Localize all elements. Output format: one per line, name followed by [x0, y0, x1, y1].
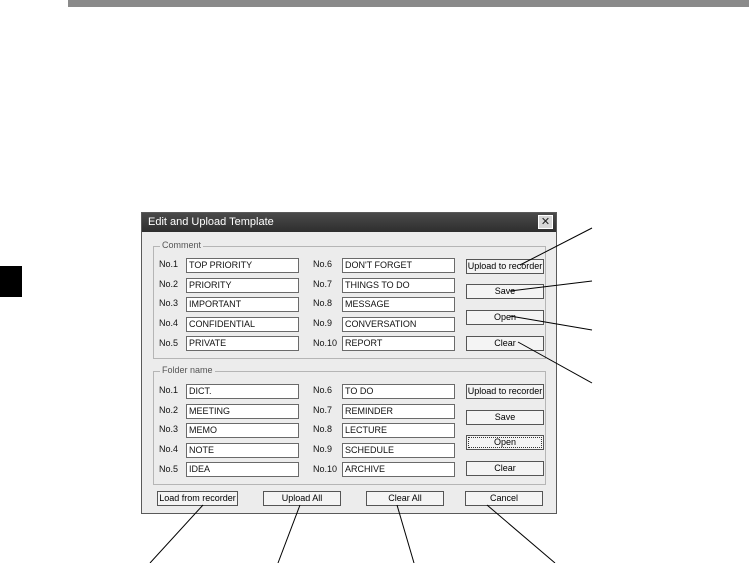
comment-field-5[interactable]: PRIVATE — [186, 336, 299, 351]
comment-field-6[interactable]: DON'T FORGET — [342, 258, 455, 273]
comment-clear-button[interactable]: Clear — [466, 336, 544, 351]
callout-line-upload-all — [278, 505, 300, 563]
folder-open-button[interactable]: Open — [466, 435, 544, 450]
comment-field-2[interactable]: PRIORITY — [186, 278, 299, 293]
comment-number-label: No.5 — [159, 338, 179, 348]
comment-open-button[interactable]: Open — [466, 310, 544, 325]
folder-clear-button[interactable]: Clear — [466, 461, 544, 476]
comment-number-label: No.9 — [313, 318, 333, 328]
comment-number-label: No.10 — [313, 338, 338, 348]
folder-field-6[interactable]: TO DO — [342, 384, 455, 399]
folder-number-label: No.7 — [313, 405, 333, 415]
comment-number-label: No.8 — [313, 298, 333, 308]
callout-line-clear-all — [397, 505, 414, 563]
folder-save-button[interactable]: Save — [466, 410, 544, 425]
folder-number-label: No.3 — [159, 424, 179, 434]
comment-number-label: No.1 — [159, 259, 179, 269]
folder-field-2[interactable]: MEETING — [186, 404, 299, 419]
callout-line-save — [510, 281, 592, 291]
load-from-recorder-button[interactable]: Load from recorder — [157, 491, 238, 506]
folder-number-label: No.6 — [313, 385, 333, 395]
comment-number-label: No.7 — [313, 279, 333, 289]
folder-number-label: No.5 — [159, 464, 179, 474]
folder-field-1[interactable]: DICT. — [186, 384, 299, 399]
comment-number-label: No.4 — [159, 318, 179, 328]
folder-field-7[interactable]: REMINDER — [342, 404, 455, 419]
cancel-button[interactable]: Cancel — [465, 491, 543, 506]
comment-field-1[interactable]: TOP PRIORITY — [186, 258, 299, 273]
callout-line-open — [510, 316, 592, 330]
close-icon[interactable]: ✕ — [538, 215, 553, 229]
comment-upload-to-recorder-button[interactable]: Upload to recorder — [466, 259, 544, 274]
comment-group-label: Comment — [162, 240, 202, 250]
folder-field-3[interactable]: MEMO — [186, 423, 299, 438]
comment-field-10[interactable]: REPORT — [342, 336, 455, 351]
folder-number-label: No.4 — [159, 444, 179, 454]
folder-field-8[interactable]: LECTURE — [342, 423, 455, 438]
callout-line-cancel — [487, 505, 555, 563]
comment-field-9[interactable]: CONVERSATION — [342, 317, 455, 332]
comment-field-7[interactable]: THINGS TO DO — [342, 278, 455, 293]
comment-number-label: No.6 — [313, 259, 333, 269]
folder-number-label: No.2 — [159, 405, 179, 415]
folder-field-4[interactable]: NOTE — [186, 443, 299, 458]
folder-field-10[interactable]: ARCHIVE — [342, 462, 455, 477]
folder-number-label: No.1 — [159, 385, 179, 395]
upload-all-button[interactable]: Upload All — [263, 491, 341, 506]
callout-line-clear — [518, 342, 592, 383]
callout-line-load — [150, 505, 203, 563]
comment-number-label: No.2 — [159, 279, 179, 289]
folder-number-label: No.9 — [313, 444, 333, 454]
callout-line-upload — [520, 228, 592, 265]
folder-number-label: No.10 — [313, 464, 338, 474]
comment-save-button[interactable]: Save — [466, 284, 544, 299]
clear-all-button[interactable]: Clear All — [366, 491, 444, 506]
comment-field-3[interactable]: IMPORTANT — [186, 297, 299, 312]
folder-number-label: No.8 — [313, 424, 333, 434]
folder-field-5[interactable]: IDEA — [186, 462, 299, 477]
comment-field-4[interactable]: CONFIDENTIAL — [186, 317, 299, 332]
folder-name-group-label: Folder name — [162, 365, 213, 375]
dialog-title: Edit and Upload Template — [148, 216, 274, 228]
folder-field-9[interactable]: SCHEDULE — [342, 443, 455, 458]
comment-number-label: No.3 — [159, 298, 179, 308]
comment-field-8[interactable]: MESSAGE — [342, 297, 455, 312]
folder-upload-to-recorder-button[interactable]: Upload to recorder — [466, 384, 544, 399]
